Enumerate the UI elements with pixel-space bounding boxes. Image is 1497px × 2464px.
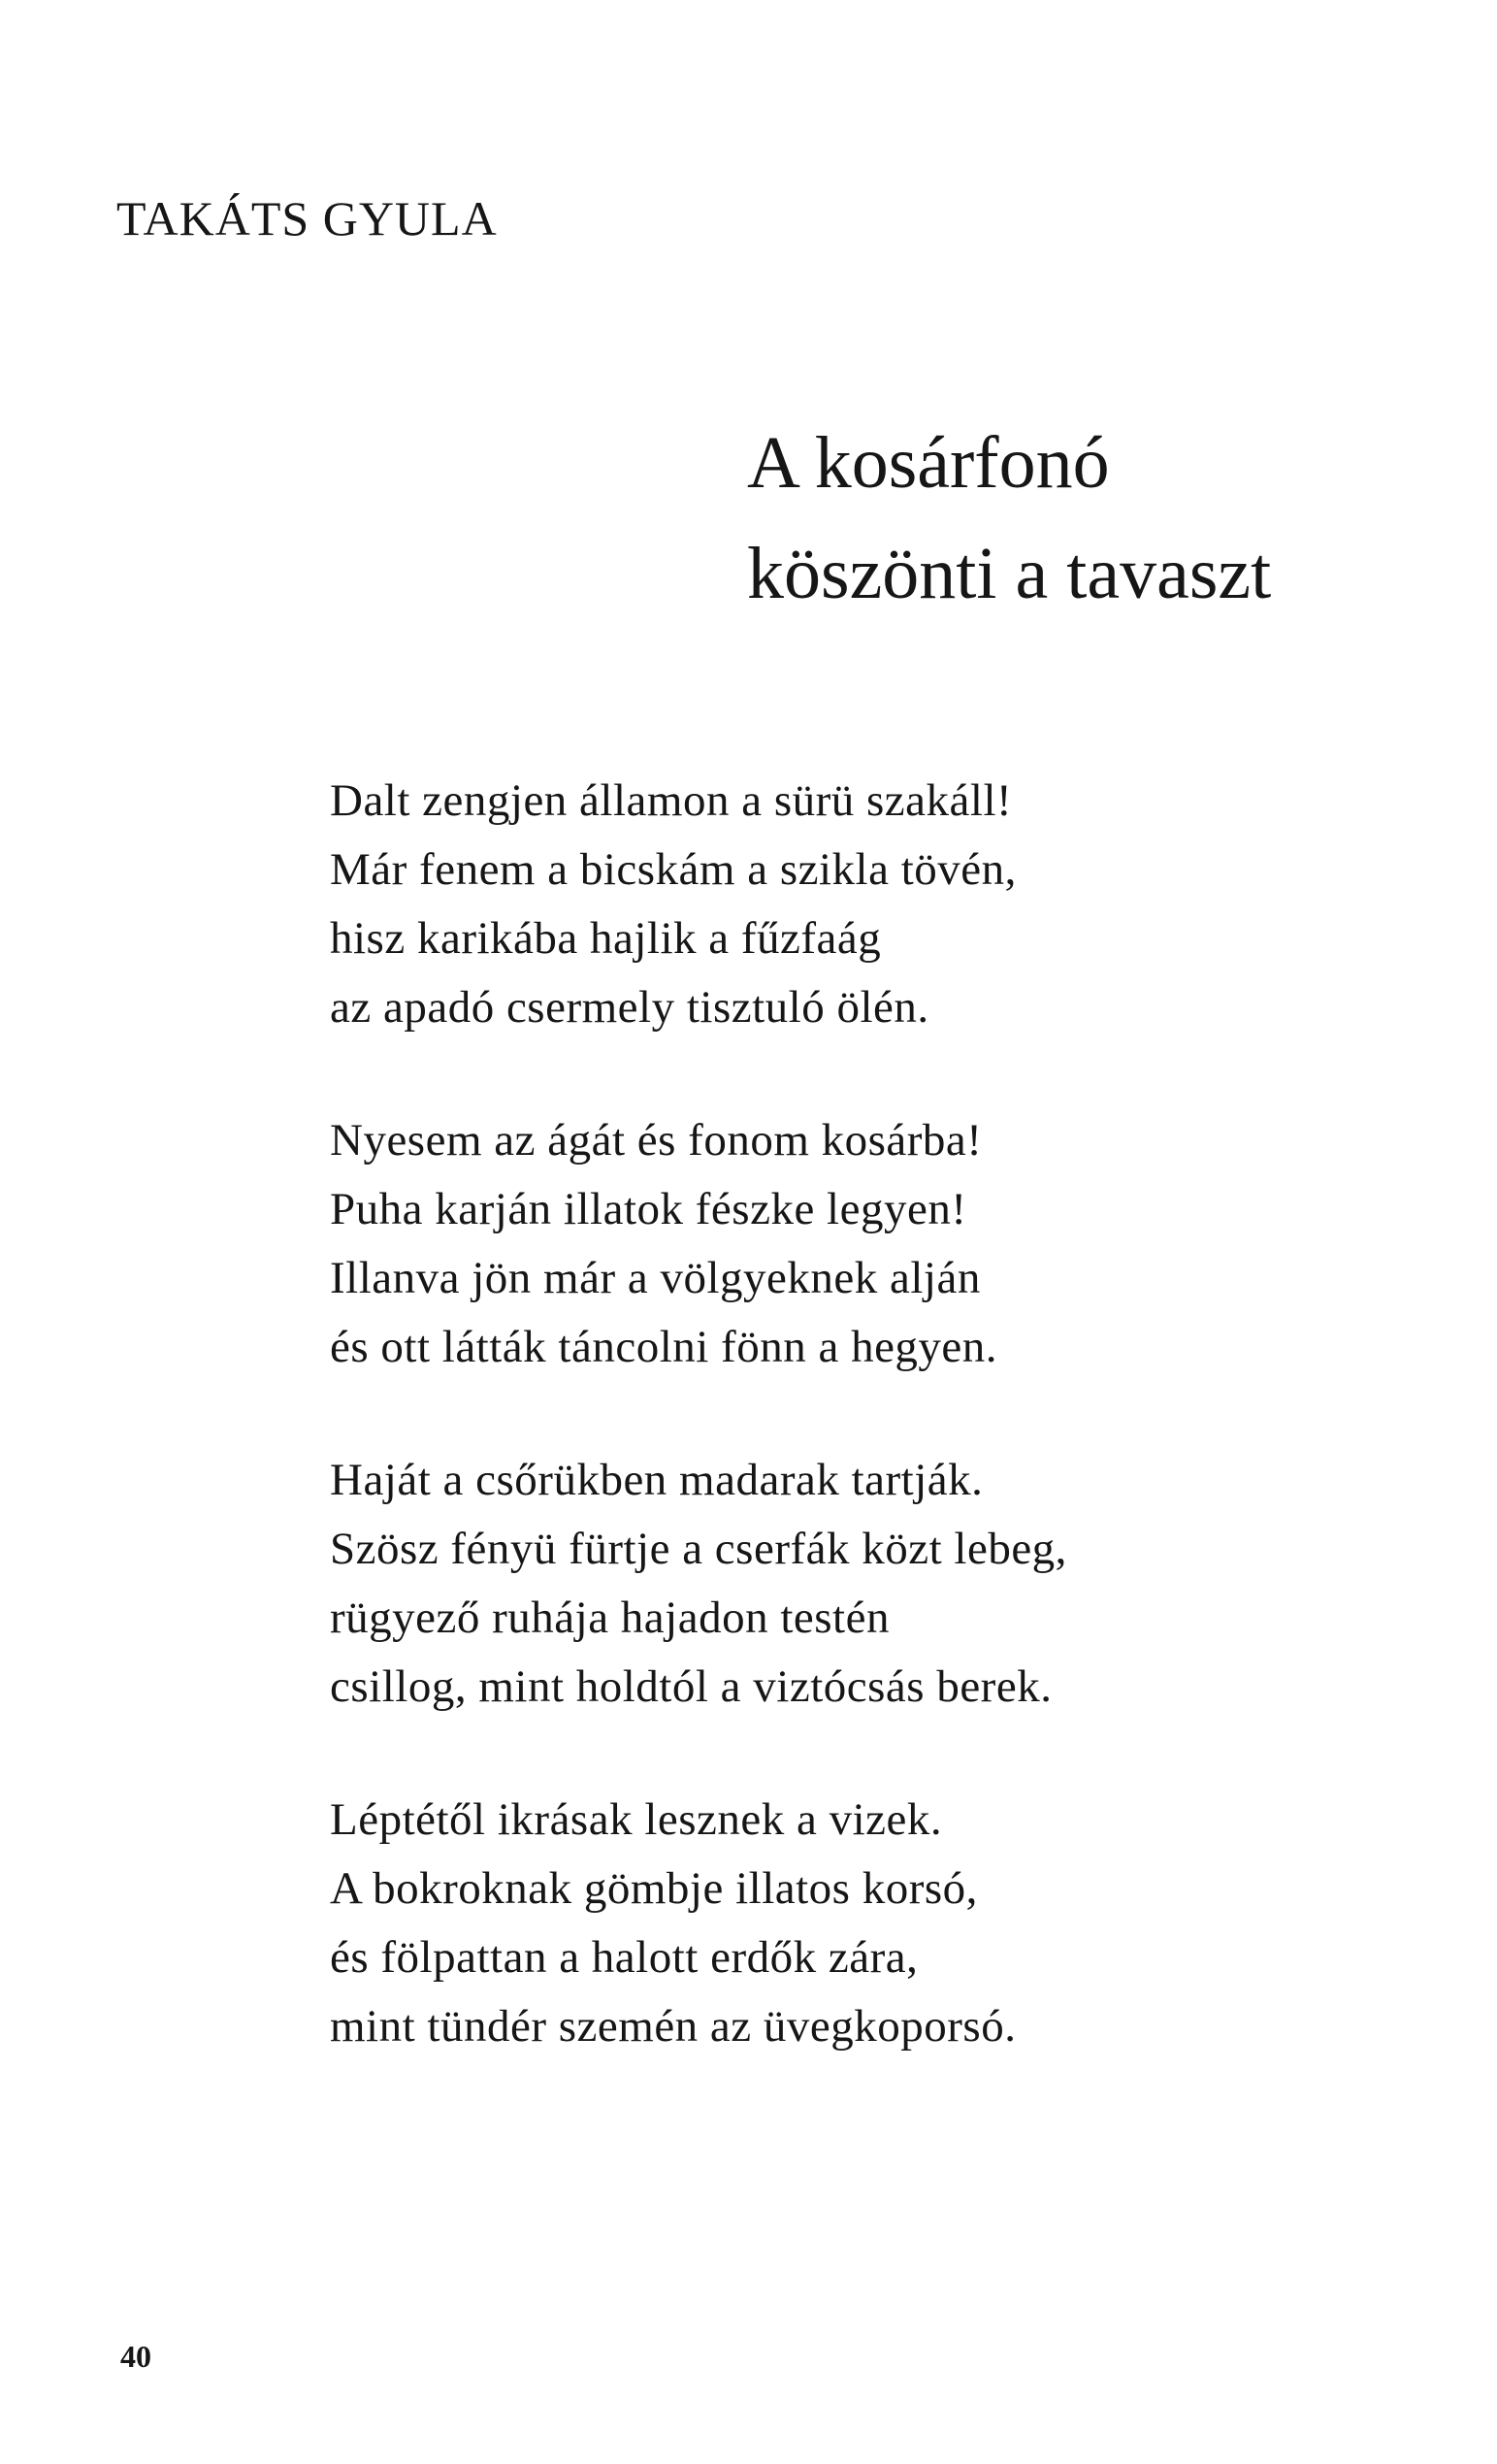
stanza-2	[330, 1106, 1067, 1382]
stanza-4	[330, 1786, 1067, 2061]
poem-line: az apadó csermely tisztuló ölén.	[330, 982, 929, 1033]
poem-line: csillog, mint holdtól a viztócsás berek.	[330, 1661, 1053, 1712]
poem-line: és ott látták táncolni fönn a hegyen.	[330, 1322, 998, 1372]
poem-line: Léptétől ikrásak lesznek a vizek.	[330, 1794, 943, 1845]
poem-line: Illanva jön már a völgyeknek alján	[330, 1253, 981, 1303]
poem-line: Puha karján illatok fészke legyen!	[330, 1184, 967, 1234]
page-number: 40	[120, 2339, 151, 2374]
stanza-3	[330, 1446, 1067, 1722]
poem-line: rügyező ruhája hajadon testén	[330, 1593, 890, 1643]
poem-line: Szösz fényü fürtje a cserfák közt lebeg,	[330, 1524, 1067, 1574]
poem-title	[747, 408, 1271, 629]
poem-line: és fölpattan a halott erdők zára,	[330, 1932, 919, 1983]
poem-line: mint tündér szemén az üvegkoporsó.	[330, 2001, 1017, 2052]
poem-line: Dalt zengjen államon a sürü szakáll!	[330, 775, 1013, 826]
poem-title-line-1: A kosárfonó	[747, 422, 1110, 504]
poem-line: Haját a csőrükben madarak tartják.	[330, 1455, 984, 1505]
poem-line: hisz karikába hajlik a fűzfaág	[330, 913, 882, 964]
poem-line: A bokroknak gömbje illatos korsó,	[330, 1863, 978, 1914]
poem-body	[330, 767, 1067, 2061]
poem-line: Már fenem a bicskám a szikla tövén,	[330, 844, 1017, 895]
author-name: TAKÁTS GYULA	[116, 191, 498, 246]
stanza-1	[330, 767, 1067, 1042]
poem-title-line-2: köszönti a tavaszt	[747, 533, 1272, 614]
poem-line: Nyesem az ágát és fonom kosárba!	[330, 1115, 983, 1166]
